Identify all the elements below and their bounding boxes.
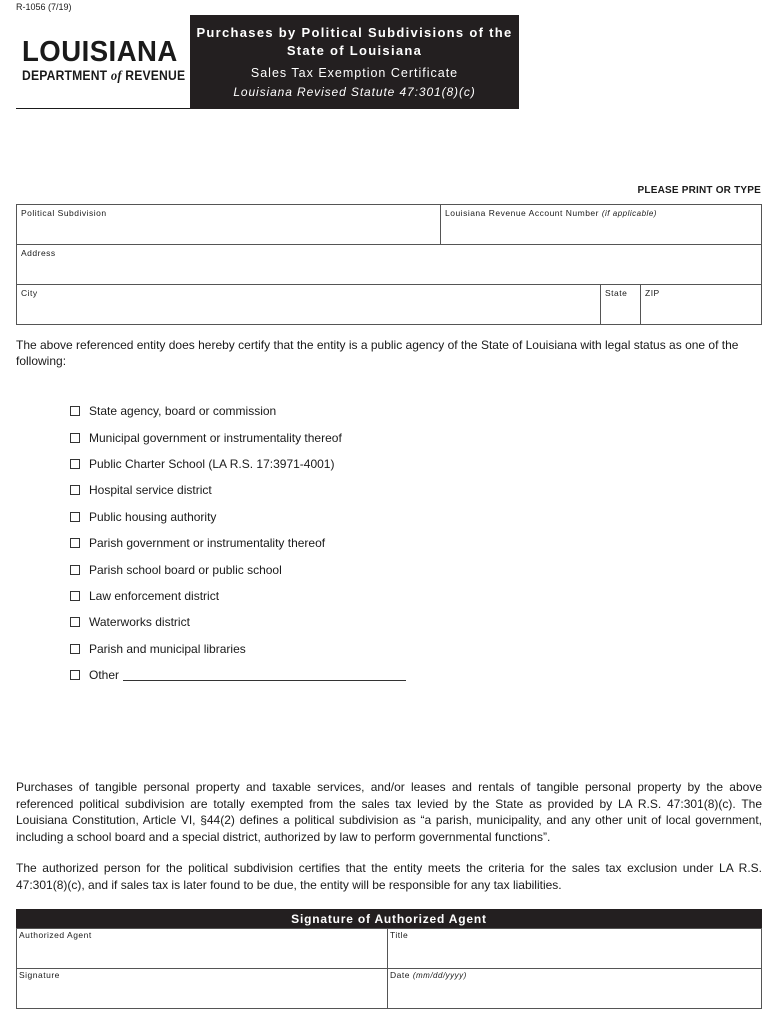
zip-label: ZIP (645, 288, 660, 298)
checkbox[interactable] (70, 591, 80, 601)
checkbox[interactable] (70, 565, 80, 575)
checkbox[interactable] (70, 670, 80, 680)
checkbox[interactable] (70, 406, 80, 416)
signature-field[interactable] (16, 968, 388, 1009)
title-label: Title (390, 930, 409, 940)
certify-text: The above referenced entity does hereby certify that the entity is a public agency of the State of Louisiana with legal status as one of the following: (16, 338, 739, 368)
checkbox[interactable] (70, 617, 80, 627)
date-label: Date (mm/dd/yyyy) (390, 970, 467, 980)
address-field[interactable] (16, 244, 762, 285)
authorized-agent-label: Authorized Agent (19, 930, 92, 940)
exemption-paragraph: Purchases of tangible personal property and taxable services, and/or leases and rentals of tangible personal property by the above referenced political subdivision are totally exempted from the sales tax levied by the State as provided by LA R.S. 47:301(8)(c). The Louisiana Constitution, Article VI, §44(2) defines a political subdivision as “a parish, municipality, and any other unit of local government, including a school board and a special district, authorized by law to perform governmental functions”. (16, 780, 762, 844)
other-write-in-line[interactable] (123, 669, 406, 681)
state-label: State (605, 288, 628, 298)
logo-main-text: LOUISIANA (22, 36, 178, 68)
option-parish-school-board[interactable]: Parish school board or public school (70, 556, 406, 582)
option-hospital-service-district[interactable]: Hospital service district (70, 477, 406, 503)
city-field[interactable] (16, 284, 601, 325)
option-parish-government[interactable]: Parish government or instrumentality thereof (70, 530, 406, 556)
louisiana-revenue-logo (22, 38, 186, 85)
checkbox[interactable] (70, 459, 80, 469)
authorized-agent-field[interactable] (16, 928, 388, 969)
header-rule (16, 108, 190, 109)
option-other[interactable]: Other (70, 662, 406, 688)
option-libraries[interactable]: Parish and municipal libraries (70, 636, 406, 662)
option-public-housing-authority[interactable]: Public housing authority (70, 504, 406, 530)
political-subdivision-field[interactable] (16, 204, 441, 245)
checkbox[interactable] (70, 485, 80, 495)
account-number-label: Louisiana Revenue Account Number (if applicable) (445, 208, 657, 218)
account-number-field[interactable] (440, 204, 762, 245)
state-field[interactable] (600, 284, 641, 325)
option-state-agency[interactable]: State agency, board or commission (70, 398, 406, 424)
checkbox[interactable] (70, 538, 80, 548)
form-title: Purchases by Political Subdivisions of the State of Louisiana (196, 25, 513, 58)
checkbox[interactable] (70, 512, 80, 522)
form-statute: Louisiana Revised Statute 47:301(8)(c) (233, 85, 476, 99)
address-label: Address (21, 248, 56, 258)
certification-paragraph: The authorized person for the political subdivision certifies that the entity meets the criteria for the sales tax exclusion under LA R.S. 47:301(8)(c), and if sales tax is later found to be due, the entity will be responsible for any tax liabilities. (16, 861, 762, 892)
print-note: PLEASE PRINT OR TYPE (637, 185, 761, 196)
option-law-enforcement-district[interactable]: Law enforcement district (70, 583, 406, 609)
form-header (190, 15, 519, 109)
logo-sub-text: DEPARTMENT of REVENUE (22, 68, 186, 84)
political-subdivision-label: Political Subdivision (21, 208, 107, 218)
signature-section-header: Signature of Authorized Agent (16, 909, 762, 929)
form-id: R-1056 (7/19) (16, 2, 72, 12)
option-public-charter-school[interactable]: Public Charter School (LA R.S. 17:3971-4001) (70, 451, 406, 477)
checkbox[interactable] (70, 433, 80, 443)
form-subtitle: Sales Tax Exemption Certificate (250, 66, 459, 80)
zip-field[interactable] (640, 284, 762, 325)
option-municipal-government[interactable]: Municipal government or instrumentality thereof (70, 424, 406, 450)
entity-type-options (70, 398, 406, 688)
signature-label: Signature (19, 970, 60, 980)
city-label: City (21, 288, 38, 298)
date-field[interactable] (387, 968, 762, 1009)
title-field[interactable] (387, 928, 762, 969)
option-waterworks-district[interactable]: Waterworks district (70, 609, 406, 635)
checkbox[interactable] (70, 644, 80, 654)
